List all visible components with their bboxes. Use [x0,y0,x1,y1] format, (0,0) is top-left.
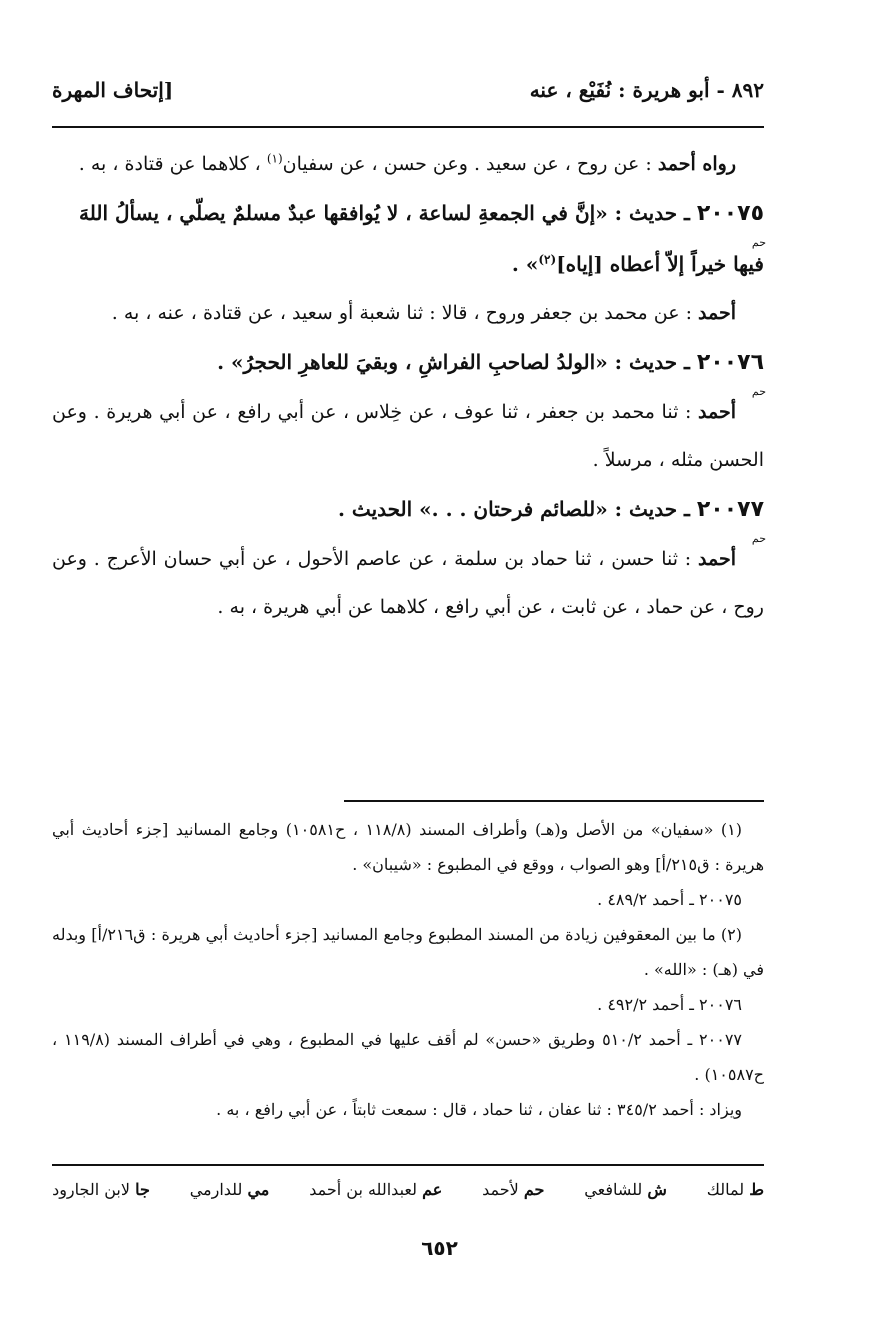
source-author: أحمد [698,302,736,324]
footnote-rule [344,800,764,802]
footnotes [52,812,764,1127]
source-symbol: حم [751,532,766,545]
entry-text: ـ حديث : «الولدُ لصاحبِ الفراشِ ، وبقيَ للعاهرِ الحجرُ» . [217,350,697,374]
paragraph-4 [52,535,764,631]
footnote-ref-20076: ٢٠٠٧٦ ـ أحمد ٤٩٢/٢ . [597,995,742,1014]
paragraph-text: : ثنا محمد بن جعفر ، ثنا عوف ، عن خِلاس ، عن أبي رافع ، عن أبي هريرة . وعن الحسن مثله ، مرسلاً . [52,401,764,471]
paragraph-text: : عن محمد بن جعفر وروح ، قالا : ثنا شعبة أو سعيد ، عن قتادة ، عنه ، به . [111,302,699,324]
footnote-ref: (٢) [538,252,557,267]
entry-text: ـ حديث : «إنَّ في الجمعةِ لساعة ، لا يُوافقها عبدٌ مسلمٌ يصلّي ، يسألُ اللهَ فيها خيراً إلاّ أعطاه [إياه] [79,201,764,276]
footnote-ref-20075: ٢٠٠٧٥ ـ أحمد ٤٨٩/٢ . [597,890,742,909]
legend-item: عم لعبدالله بن أحمد [309,1180,443,1199]
legend-item: ش للشافعي [584,1180,667,1199]
entry-number: ٢٠٠٧٥ [696,201,764,226]
paragraph-3 [52,388,764,484]
footnote-1: (١) «سفيان» من الأصل و(هـ) وأطراف المسند (١١٨/٨ ، ح١٠٥٨١) وجامع المسانيد [جزء أحاديث أبي هريرة : ق٢١٥/أ] وهو الصواب ، ووقع في المطبوع : «شيبان» . [52,820,764,874]
source-author: رواه أحمد [657,153,736,175]
paragraph-2 [52,289,764,337]
entry-number: ٢٠٠٧٧ [696,497,764,522]
entry-number: ٢٠٠٧٦ [696,350,764,375]
paragraph-text: : عن روح ، عن سعيد . وعن حسن ، عن سفيان [282,153,658,175]
header-rule [52,126,764,128]
hadith-entry-20076 [52,337,766,398]
footnote-2: (٢) ما بين المعقوفين زيادة من المسند المطبوع وجامع المسانيد [جزء أحاديث أبي هريرة : ق٢١٦/أ] وبدله في (هـ) : «الله» . [52,925,764,979]
paragraph-text: : ثنا حسن ، ثنا حماد بن سلمة ، عن عاصم الأحول ، عن أبي حسان الأعرج . وعن روح ، عن حماد ، عن ثابت ، عن أبي رافع ، كلاهما عن أبي هريرة ، به . [52,548,764,618]
header-book-title: [إتحاف المهرة [52,78,174,102]
running-header [52,72,764,108]
main-text [52,140,764,631]
paragraph-text: ، كلاهما عن قتادة ، به . [78,153,267,175]
footnote-ref: (١) [266,151,283,166]
page-number: ٦٥٢ [421,1236,458,1260]
entry-text: ـ حديث : «للصائم فرحتان . . .» الحديث . [338,497,697,521]
footnote-ref-20077: ٢٠٠٧٧ ـ أحمد ٥١٠/٢ وطريق «حسن» لم أقف عليها في المطبوع ، وهي في أطراف المسند (١١٩/٨ ، ح١٠٥٨٧) . [52,1030,764,1084]
paragraph-1 [52,140,764,188]
source-symbol: حم [751,236,766,249]
entry-text: » . [511,252,539,276]
source-author: أحمد [698,548,736,570]
hadith-entry-20077 [52,484,766,545]
legend-item: مي للدارمي [189,1180,270,1199]
legend-item: حم لأحمد [482,1180,545,1199]
footnote-addition: ويزاد : أحمد ٣٤٥/٢ : ثنا عفان ، ثنا حماد ، قال : سمعت ثابتاً ، عن أبي رافع ، به . [216,1100,742,1119]
header-chapter: ٨٩٢ - أبو هريرة : نُفَيْع ، عنه [529,78,764,102]
source-author: أحمد [698,401,736,423]
legend-item: جا لابن الجارود [52,1180,150,1199]
source-symbol: حم [751,385,766,398]
hadith-entry-20075 [52,188,764,289]
legend-item: ط لمالك [706,1180,764,1199]
legend-rule [52,1164,764,1166]
abbreviation-legend [52,1180,764,1199]
